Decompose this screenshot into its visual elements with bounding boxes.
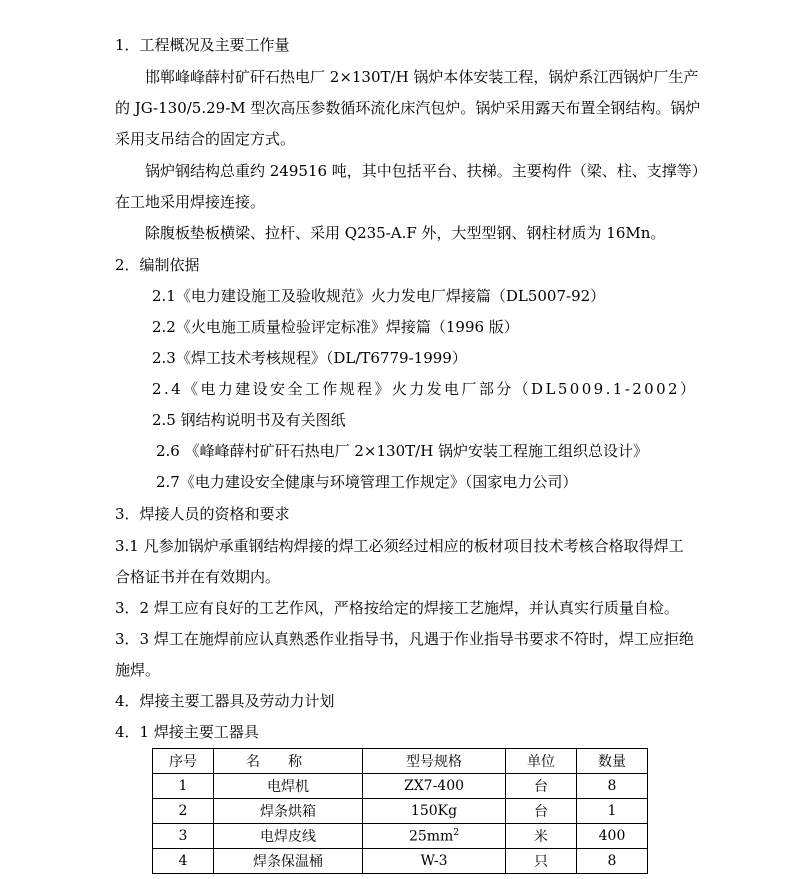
reference-item: 2.3《焊工技术考核规程》（DL/T6779-1999） bbox=[152, 349, 467, 367]
table-header-cell: 型号规格 bbox=[363, 749, 506, 774]
table-header-cell: 数量 bbox=[577, 749, 648, 774]
paragraph-line: 锅炉钢结构总重约 249516 吨，其中包括平台、扶梯。主要构件（梁、柱、支撑等） bbox=[145, 162, 707, 180]
section-4-heading: 4．焊接主要工器具及劳动力计划 bbox=[115, 692, 335, 710]
table-cell: 8 bbox=[577, 774, 648, 799]
table-cell: 台 bbox=[506, 774, 577, 799]
table-cell: 焊条保温桶 bbox=[214, 849, 363, 874]
paragraph-line: 在工地采用焊接连接。 bbox=[115, 193, 266, 211]
table-cell: 1 bbox=[153, 774, 214, 799]
table-row bbox=[153, 824, 648, 849]
table-row bbox=[153, 799, 648, 824]
reference-item: 2.2《火电施工质量检验评定标准》焊接篇（1996 版） bbox=[152, 318, 519, 336]
section-2-heading: 2．编制依据 bbox=[115, 256, 200, 274]
table-header-label: 名称 bbox=[246, 754, 330, 770]
table-cell: 电焊皮线 bbox=[214, 824, 363, 849]
paragraph-line: 采用支吊结合的固定方式。 bbox=[115, 130, 296, 148]
reference-item: 2.6 《峰峰薛村矿矸石热电厂 2×130T/H 锅炉安装工程施工组织总设计》 bbox=[156, 442, 649, 460]
tools-table bbox=[152, 748, 648, 874]
paragraph-line: 3．3 焊工在施焊前应认真熟悉作业指导书，凡遇于作业指导书要求不符时，焊工应拒绝 bbox=[115, 630, 694, 648]
paragraph-line: 的 JG-130/5.29-M 型次高压参数循环流化床汽包炉。锅炉采用露天布置全钢结构。锅炉 bbox=[115, 99, 701, 117]
table-cell: 3 bbox=[153, 824, 214, 849]
section-3-heading: 3．焊接人员的资格和要求 bbox=[115, 505, 290, 523]
paragraph-line: 邯郸峰峰薛村矿矸石热电厂 2×130T/H 锅炉本体安装工程，锅炉系江西锅炉厂生产 bbox=[145, 68, 699, 86]
table-header-row bbox=[153, 749, 648, 774]
reference-item: 2.1《电力建设施工及验收规范》火力发电厂焊接篇（DL5007-92） bbox=[152, 287, 606, 305]
subsection-4-1-heading: 4．1 焊接主要工器具 bbox=[115, 723, 259, 741]
table-cell: 1 bbox=[577, 799, 648, 824]
reference-item: 2.4《电力建设安全工作规程》火力发电厂部分（DL5009.1-2002） bbox=[152, 380, 698, 398]
table-header-cell: 单位 bbox=[506, 749, 577, 774]
table-row bbox=[153, 849, 648, 874]
paragraph-line: 3．2 焊工应有良好的工艺作风，严格按给定的焊接工艺施焊，并认真实行质量自检。 bbox=[115, 599, 679, 617]
table-cell: 米 bbox=[506, 824, 577, 849]
table-header-cell bbox=[214, 749, 363, 774]
paragraph-line: 除腹板垫板横梁、拉杆、采用 Q235-A.F 外，大型型钢、钢柱材质为 16Mn。 bbox=[145, 224, 666, 242]
table-row bbox=[153, 774, 648, 799]
section-1-heading: 1．工程概况及主要工作量 bbox=[115, 36, 290, 54]
table-cell: 只 bbox=[506, 849, 577, 874]
table-cell: 150Kg bbox=[363, 799, 506, 824]
table-cell: 台 bbox=[506, 799, 577, 824]
table-cell: 2 bbox=[153, 799, 214, 824]
table-cell: 焊条烘箱 bbox=[214, 799, 363, 824]
paragraph-line: 施焊。 bbox=[115, 661, 161, 679]
table-cell: ZX7-400 bbox=[363, 774, 506, 799]
table-cell: W-3 bbox=[363, 849, 506, 874]
paragraph-line: 合格证书并在有效期内。 bbox=[115, 568, 281, 586]
table-cell: 8 bbox=[577, 849, 648, 874]
paragraph-line: 3.1 凡参加锅炉承重钢结构焊接的焊工必须经过相应的板材项目技术考核合格取得焊工 bbox=[115, 537, 684, 555]
table-header-cell: 序号 bbox=[153, 749, 214, 774]
table-cell: 电焊机 bbox=[214, 774, 363, 799]
table-cell bbox=[363, 824, 506, 849]
reference-item: 2.7《电力建设安全健康与环境管理工作规定》（国家电力公司） bbox=[156, 473, 578, 491]
reference-item: 2.5 钢结构说明书及有关图纸 bbox=[152, 411, 346, 429]
unit-superscript: 2 bbox=[453, 827, 460, 838]
table-cell: 4 bbox=[153, 849, 214, 874]
table-cell: 400 bbox=[577, 824, 648, 849]
table-cell-value: 25mm bbox=[408, 828, 454, 845]
